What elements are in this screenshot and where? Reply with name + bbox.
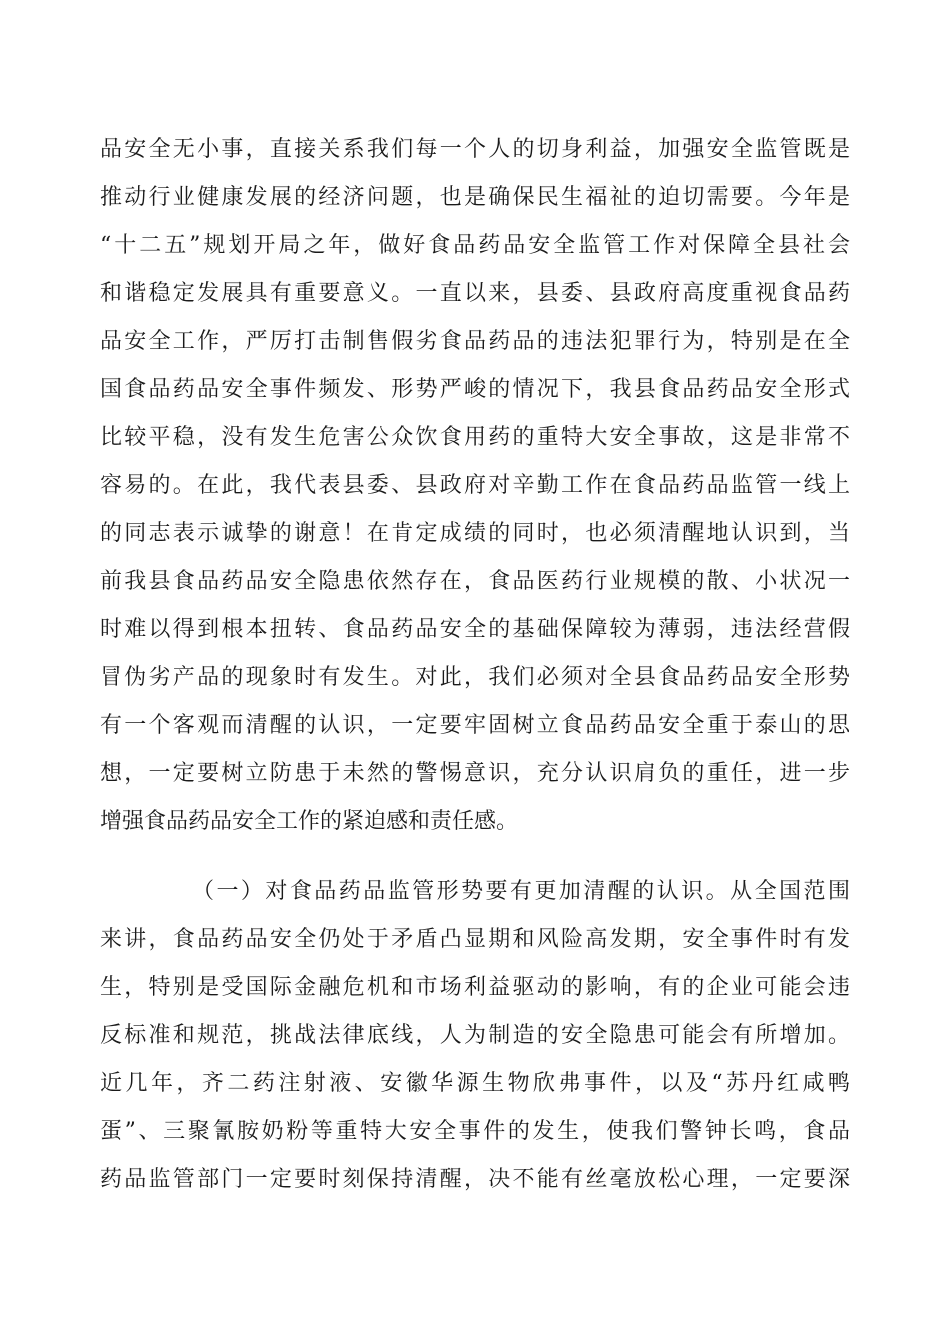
paragraph-line: 有一个客观而清醒的认识，一定要牢固树立食品药品安全重于泰山的思 bbox=[100, 713, 850, 738]
paragraph-line: 品安全工作，严厉打击制售假劣食品药品的违法犯罪行为，特别是在全 bbox=[100, 329, 850, 354]
paragraph-line: 品安全无小事，直接关系我们每一个人的切身利益，加强安全监管既是 bbox=[100, 137, 850, 162]
paragraph-line: 国食品药品安全事件频发、形势严峻的情况下，我县食品药品安全形式 bbox=[100, 377, 850, 402]
paragraph-line: （一）对食品药品监管形势要有更加清醒的认识。从全国范围 bbox=[192, 879, 850, 904]
paragraph-line: 比较平稳，没有发生危害公众饮食用药的重特大安全事故，这是非常不 bbox=[100, 425, 850, 450]
paragraph-line: 推动行业健康发展的经济问题，也是确保民生福祉的迫切需要。今年是 bbox=[100, 185, 850, 210]
paragraph-line: 近几年，齐二药注射液、安徽华源生物欣弗事件，以及“苏丹红咸鸭 bbox=[100, 1071, 850, 1096]
paragraph-line: 的同志表示诚挚的谢意！在肯定成绩的同时，也必须清醒地认识到，当 bbox=[100, 521, 850, 546]
paragraph-line: 前我县食品药品安全隐患依然存在，食品医药行业规模的散、小状况一 bbox=[100, 569, 850, 594]
paragraph-line: 和谐稳定发展具有重要意义。一直以来，县委、县政府高度重视食品药 bbox=[100, 281, 850, 306]
paragraph-line: 蛋”、三聚氰胺奶粉等重特大安全事件的发生，使我们警钟长鸣，食品 bbox=[100, 1119, 850, 1144]
paragraph-line: 时难以得到根本扭转、食品药品安全的基础保障较为薄弱，违法经营假 bbox=[100, 617, 850, 642]
paragraph-2 bbox=[100, 868, 850, 1204]
paragraph-line: 容易的。在此，我代表县委、县政府对辛勤工作在食品药品监管一线上 bbox=[100, 473, 850, 498]
paragraph-line: 想，一定要树立防患于未然的警惕意识，充分认识肩负的重任，进一步 bbox=[100, 761, 850, 786]
paragraph-line: 反标准和规范，挑战法律底线，人为制造的安全隐患可能会有所增加。 bbox=[100, 1023, 850, 1048]
paragraph-line: 增强食品药品安全工作的紧迫感和责任感。 bbox=[100, 809, 519, 834]
paragraph-line: 药品监管部门一定要时刻保持清醒，决不能有丝毫放松心理，一定要深 bbox=[100, 1167, 850, 1192]
paragraph-1 bbox=[100, 126, 850, 846]
paragraph-line: 来讲，食品药品安全仍处于矛盾凸显期和风险高发期，安全事件时有发 bbox=[100, 927, 850, 952]
paragraph-line: “十二五”规划开局之年，做好食品药品安全监管工作对保障全县社会 bbox=[100, 233, 850, 258]
paragraph-line: 冒伪劣产品的现象时有发生。对此，我们必须对全县食品药品安全形势 bbox=[100, 665, 850, 690]
paragraph-line: 生，特别是受国际金融危机和市场利益驱动的影响，有的企业可能会违 bbox=[100, 975, 850, 1000]
